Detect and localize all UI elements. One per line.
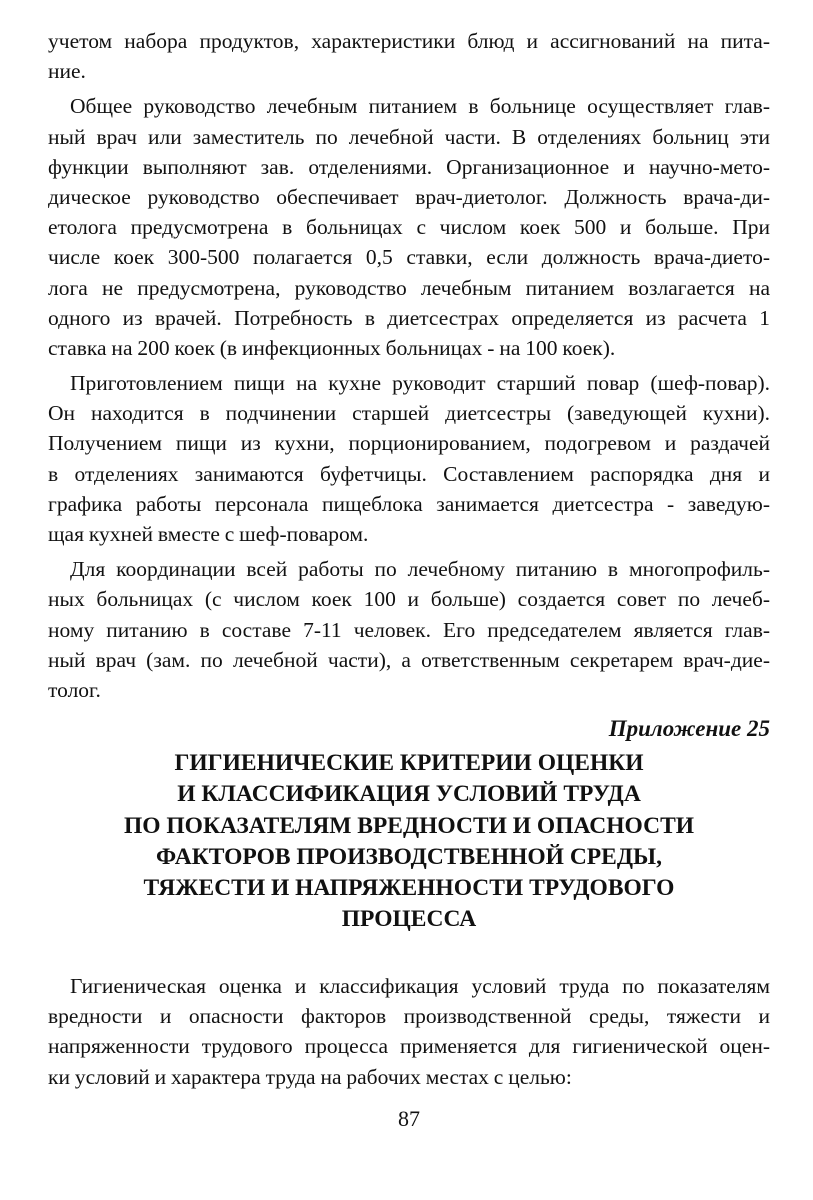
- text-line: функции выполняют зав. отделениями. Организационное и научно-мето-: [48, 154, 770, 179]
- title-line: ПРОЦЕССА: [341, 906, 477, 933]
- text-line: графика работы персонала пищеблока занимается диетсестра - заведую-: [48, 491, 770, 516]
- appendix-title: [48, 748, 770, 936]
- title-line: ФАКТОРОВ ПРОИЗВОДСТВЕННОЙ СРЕДЫ,: [156, 843, 662, 870]
- text-line: Получением пищи из кухни, порционированием, подогревом и раздачей: [48, 431, 770, 456]
- appendix-intro-paragraph: [48, 971, 770, 1092]
- text-line: толог.: [48, 677, 101, 702]
- text-line: Гигиеническая оценка и классификация условий труда по показателям: [70, 974, 770, 998]
- text-line: ставка на 200 коек (в инфекционных больницах - на 100 коек).: [48, 335, 616, 360]
- paragraph-3: [48, 368, 770, 549]
- text-line: напряженности трудового процесса применяется для гигиенической оцен-: [48, 1034, 770, 1059]
- text-line: Для координации всей работы по лечебному питанию в многопрофиль-: [70, 557, 770, 582]
- text-line: ный врач (зам. по лечебной части), а ответственным секретарем врач-дие-: [48, 647, 770, 672]
- text-line: Он находится в подчинении старшей диетсестры (заведующей кухни).: [48, 401, 770, 426]
- page-number: 87: [398, 1106, 420, 1131]
- title-line: ГИГИЕНИЧЕСКИЕ КРИТЕРИИ ОЦЕНКИ: [174, 750, 644, 776]
- text-line: одного из врачей. Потребность в диетсестрах определяется из расчета 1: [48, 305, 770, 330]
- text-line: Приготовлением пищи на кухне руководит старший повар (шеф-повар).: [70, 371, 770, 396]
- text-line: етолога предусмотрена в больницах с числом коек 500 и больше. При: [48, 215, 770, 240]
- appendix-label: Приложение 25: [608, 716, 770, 741]
- text-line: ному питанию в составе 7-11 человек. Его председателем является глав-: [48, 617, 770, 642]
- text-line: числе коек 300-500 полагается 0,5 ставки, если должность врача-дието-: [48, 245, 770, 270]
- paragraph-2: [48, 91, 770, 363]
- text-line: ный врач или заместитель по лечебной части. В отделениях больниц эти: [48, 124, 770, 149]
- text-line: ных больницах (с числом коек 100 и больше) создается совет по лечеб-: [48, 587, 770, 612]
- text-line: учетом набора продуктов, характеристики блюд и ассигнований на пита-: [48, 29, 770, 53]
- text-line: щая кухней вместе с шеф-поваром.: [48, 522, 369, 546]
- text-line: ки условий и характера труда на рабочих местах с целью:: [48, 1064, 572, 1089]
- title-line: ПО ПОКАЗАТЕЛЯМ ВРЕДНОСТИ И ОПАСНОСТИ: [123, 812, 695, 839]
- text-line: дическое руководство обеспечивает врач-диетолог. Должность врача-ди-: [48, 184, 770, 209]
- text-line: Общее руководство лечебным питанием в больнице осуществляет глав-: [70, 94, 770, 119]
- document-page: [48, 26, 770, 1131]
- text-line: вредности и опасности факторов производственной среды, тяжести и: [48, 1004, 770, 1029]
- text-line: лога не предусмотрена, руководство лечебным питанием возлагается на: [48, 275, 770, 300]
- title-line: ТЯЖЕСТИ И НАПРЯЖЕННОСТИ ТРУДОВОГО: [143, 875, 675, 902]
- title-line: И КЛАССИФИКАЦИЯ УСЛОВИЙ ТРУДА: [177, 781, 641, 808]
- text-line: ние.: [48, 59, 86, 84]
- paragraph-4: [48, 554, 770, 705]
- text-line: в отделениях занимаются буфетчицы. Составлением распорядка дня и: [48, 461, 770, 486]
- paragraph-1: [48, 26, 770, 86]
